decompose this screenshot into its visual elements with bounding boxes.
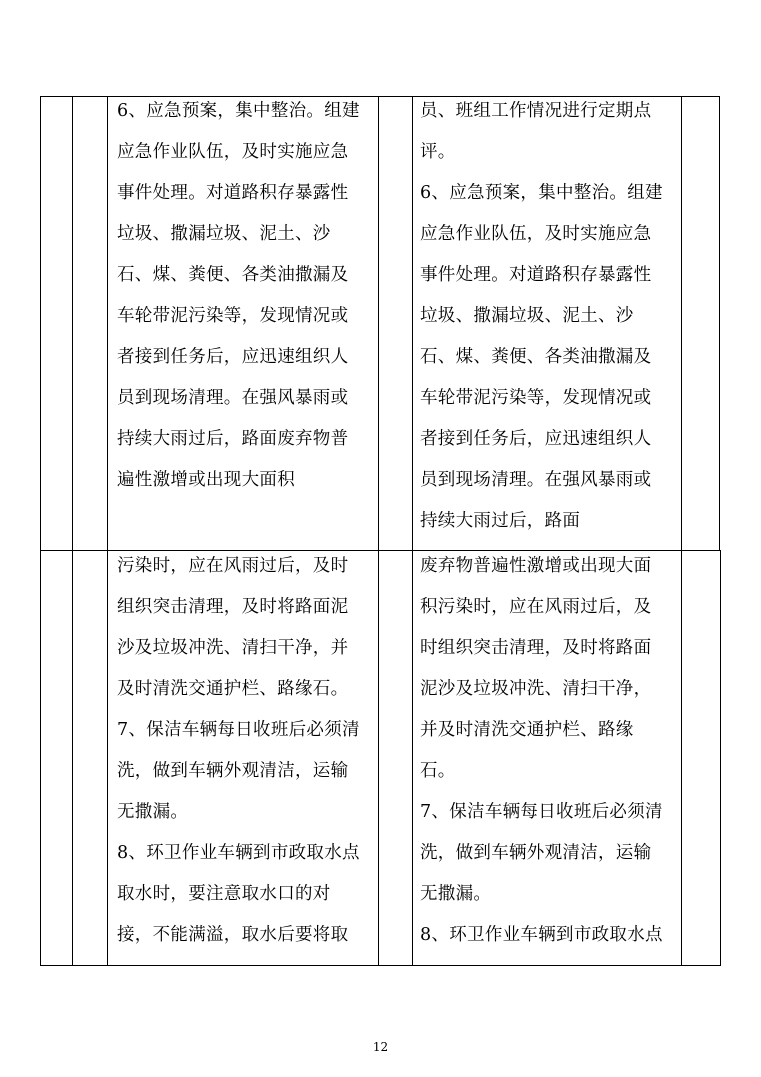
col-border-1 <box>40 96 41 966</box>
col-border-7-bottom <box>720 550 721 966</box>
row1-left-text: 6、应急预案，集中整治。组建 应急作业队伍，及时实施应急 事件处理。对道路积存暴露性 垃圾、撒漏垃圾、泥土、沙 石、煤、粪便、各类油撒漏及 车轮带泥污染等，发现情况或 者接到任务后，应迅速组织人 员到现场清理。在强风暴雨或 持续大雨过后，路面废弃物普 遍性激增或出现大面积 <box>117 101 360 490</box>
table-bottom-border <box>40 965 721 966</box>
col-border-6 <box>681 96 682 966</box>
row2-left-text: 污染时，应在风雨过后，及时 组织突击清理，及时将路面泥 沙及垃圾冲洗、清扫干净，并 及时清洗交通护栏、路缘石。 7、保洁车辆每日收班后必须清 洗，做到车辆外观清洁，运输 无撒漏。 8、环卫作业车辆到市政取水点 取水时，要注意取水口的对 接，不能满溢，取水后要将取 <box>117 556 360 945</box>
col-border-3 <box>107 96 108 966</box>
col-border-5 <box>412 96 413 966</box>
col-border-7-top <box>719 96 720 551</box>
page-number: 12 <box>372 1040 389 1054</box>
row2-right-text: 废弃物普遍性激增或出现大面 积污染时，应在风雨过后，及 时组织突击清理，及时将路面 泥沙及垃圾冲洗、清扫干净， 并及时清洗交通护栏、路缘 石。 7、保洁车辆每日收班后必须清 洗，做到车辆外观清洁，运输 无撒漏。 8、环卫作业车辆到市政取水点 <box>420 556 663 945</box>
col-border-4 <box>378 96 379 966</box>
col-border-2 <box>72 96 73 966</box>
row1-right-text: 员、班组工作情况进行定期点 评。 6、应急预案，集中整治。组建 应急作业队伍，及时实施应急 事件处理。对道路积存暴露性 垃圾、撒漏垃圾、泥土、沙 石、煤、粪便、各类油撒漏及 车轮带泥污染等，发现情况或 者接到任务后，应迅速组织人 员到现场清理。在强风暴雨或 持续大雨过后，路面 <box>420 101 663 531</box>
